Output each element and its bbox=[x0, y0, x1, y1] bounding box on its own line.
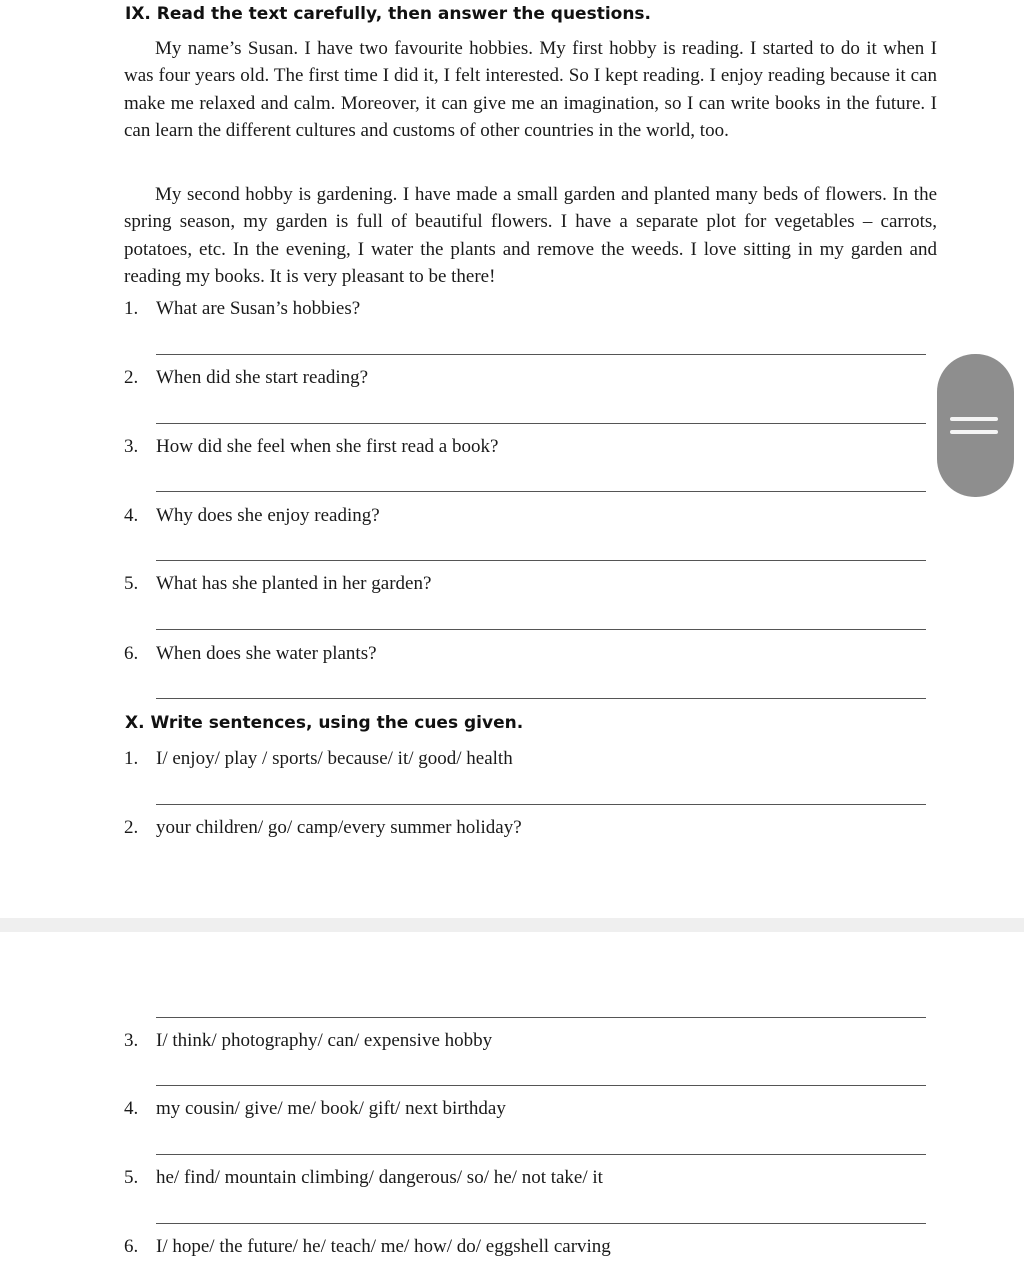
cue-text: I/ enjoy/ play / sports/ because/ it/ good/ health bbox=[156, 748, 513, 769]
cue-number: 2. bbox=[124, 817, 139, 838]
page-separator bbox=[0, 918, 1024, 932]
reading-paragraph-2: My second hobby is gardening. I have made a small garden and planted many beds of flowers. In the spring season, my garden is full of beautiful flowers. I have a separate plot for vegetables – carrots, potatoes, etc. In the evening, I water the plants and remove the weeds. I love sitting in my garden and reading my books. It is very pleasant to be there! bbox=[124, 184, 937, 287]
question-1 bbox=[124, 298, 360, 320]
cue-text: he/ find/ mountain climbing/ dangerous/ so/ he/ not take/ it bbox=[156, 1167, 603, 1188]
question-number: 3. bbox=[124, 436, 139, 457]
cue-item-5 bbox=[124, 1167, 603, 1189]
cue-item-6 bbox=[124, 1236, 611, 1258]
question-number: 2. bbox=[124, 367, 139, 388]
question-6 bbox=[124, 643, 377, 665]
drag-handle-icon[interactable] bbox=[937, 354, 1014, 497]
reading-paragraph-1: My name’s Susan. I have two favourite hobbies. My first hobby is reading. I started to do it when I was four years old. The first time I did it, I felt interested. So I kept reading. I enjoy reading because it can make me relaxed and calm. Moreover, it can give me an imagination, so I can write books in the future. I can learn the different cultures and customs of other countries in the world, too. bbox=[124, 38, 937, 141]
question-2 bbox=[124, 367, 368, 389]
cue-item-4 bbox=[124, 1098, 506, 1120]
question-text: Why does she enjoy reading? bbox=[156, 505, 380, 526]
cue-text: my cousin/ give/ me/ book/ gift/ next birthday bbox=[156, 1098, 506, 1119]
sentence-line-5[interactable] bbox=[156, 1223, 926, 1224]
cue-text: I/ think/ photography/ can/ expensive hobby bbox=[156, 1030, 493, 1051]
question-text: How did she feel when she first read a book? bbox=[156, 436, 499, 457]
question-text: What has she planted in her garden? bbox=[156, 573, 432, 594]
cue-number: 1. bbox=[124, 748, 139, 769]
question-5 bbox=[124, 573, 431, 595]
sentence-line-1[interactable] bbox=[156, 804, 926, 805]
cue-number: 4. bbox=[124, 1098, 139, 1119]
question-4 bbox=[124, 505, 380, 527]
sentence-line-2[interactable] bbox=[156, 1017, 926, 1018]
question-number: 5. bbox=[124, 573, 139, 594]
answer-line-4[interactable] bbox=[156, 560, 926, 561]
answer-line-2[interactable] bbox=[156, 423, 926, 424]
question-number: 4. bbox=[124, 505, 139, 526]
question-number: 1. bbox=[124, 298, 139, 319]
cue-text: your children/ go/ camp/every summer holiday? bbox=[156, 817, 522, 838]
section-x-title: X. Write sentences, using the cues given. bbox=[125, 713, 524, 733]
answer-line-6[interactable] bbox=[156, 698, 926, 699]
answer-line-5[interactable] bbox=[156, 629, 926, 630]
cue-item-1 bbox=[124, 748, 513, 770]
question-3 bbox=[124, 436, 498, 458]
cue-text: I/ hope/ the future/ he/ teach/ me/ how/ do/ eggshell carving bbox=[156, 1236, 611, 1257]
sentence-line-3[interactable] bbox=[156, 1085, 926, 1086]
cue-number: 6. bbox=[124, 1236, 139, 1257]
handle-bar-bottom bbox=[950, 430, 998, 434]
question-text: When did she start reading? bbox=[156, 367, 369, 388]
section-ix-title: IX. Read the text carefully, then answer the questions. bbox=[125, 4, 652, 24]
question-text: What are Susan’s hobbies? bbox=[156, 298, 361, 319]
sentence-line-4[interactable] bbox=[156, 1154, 926, 1155]
answer-line-1[interactable] bbox=[156, 354, 926, 355]
handle-bar-top bbox=[950, 417, 998, 421]
question-text: When does she water plants? bbox=[156, 643, 377, 664]
cue-item-2 bbox=[124, 817, 522, 839]
cue-number: 5. bbox=[124, 1167, 139, 1188]
answer-line-3[interactable] bbox=[156, 491, 926, 492]
cue-item-3 bbox=[124, 1030, 492, 1052]
question-number: 6. bbox=[124, 643, 139, 664]
cue-number: 3. bbox=[124, 1030, 139, 1051]
